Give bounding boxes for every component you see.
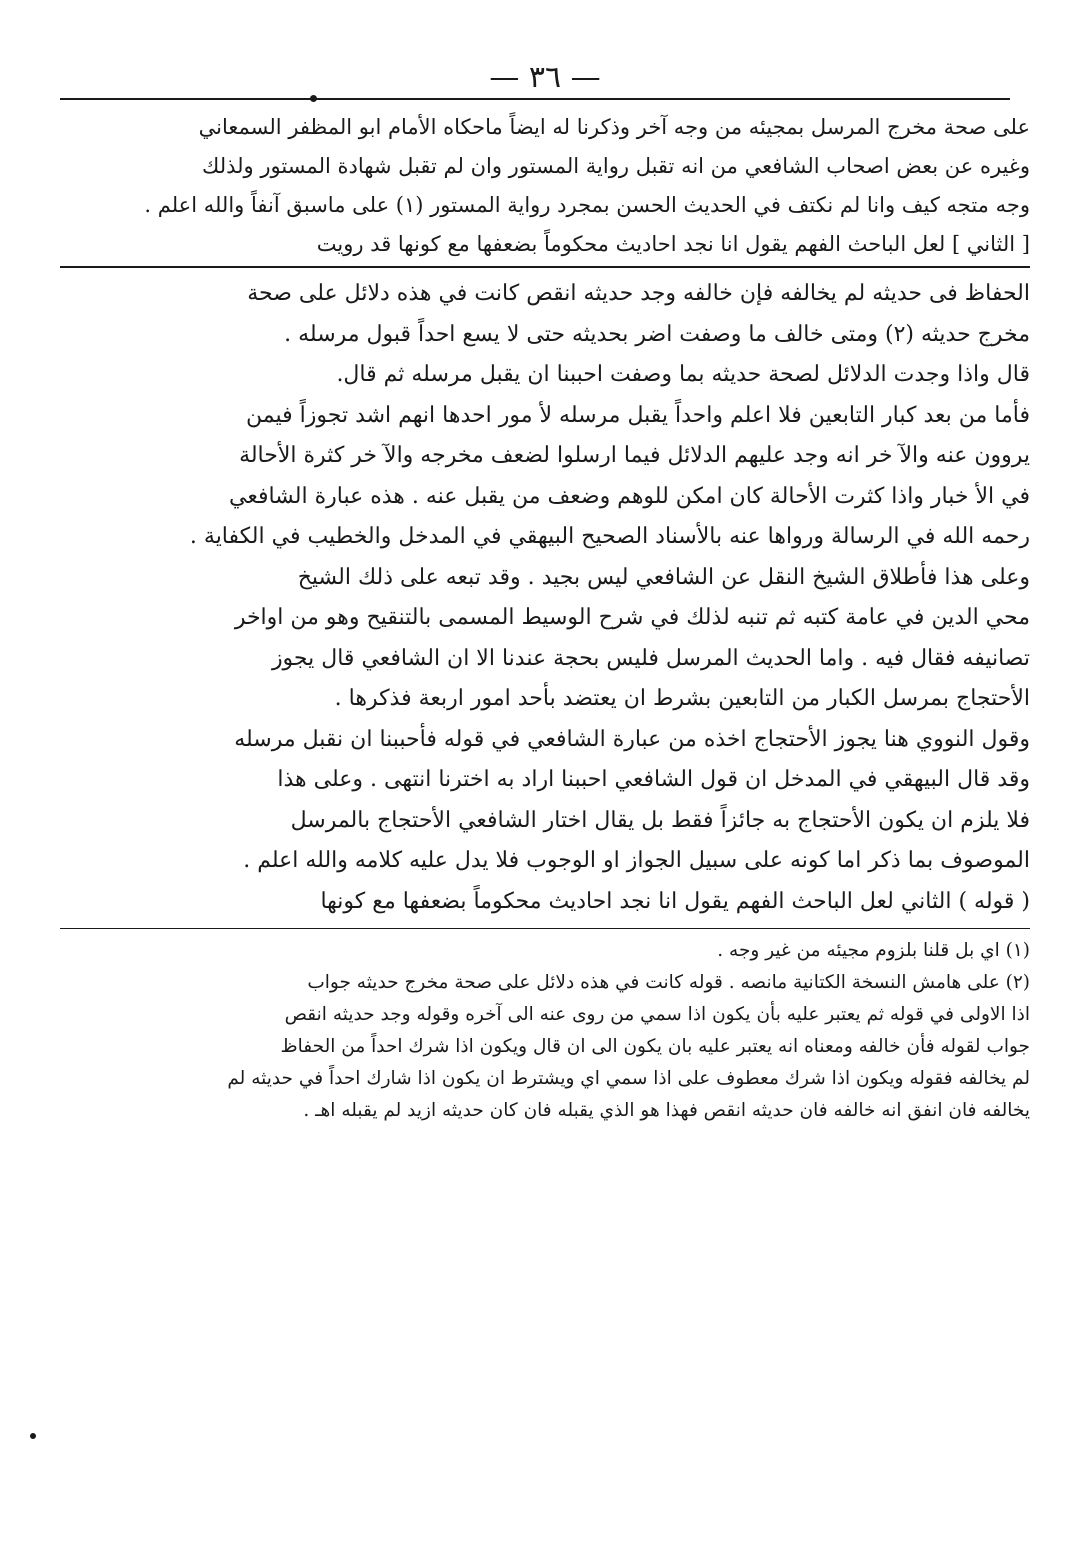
body-line: وقد قال البيهقي في المدخل ان قول الشافعي احببنا اراد به اخترنا انتهى . وعلى هذا <box>277 767 1030 792</box>
margin-dot <box>30 1433 36 1439</box>
footnote-line: (٢) على هامش النسخة الكتانية مانصه . قوله كانت في هذه دلائل على صحة مخرج حديثه جواب <box>307 972 1030 993</box>
body-line: محي الدين في عامة كتبه ثم تنبه لذلك في شرح الوسيط المسمى بالتنقيح وهو من اواخر <box>234 605 1030 630</box>
body-line: الموصوف بما ذكر اما كونه على سبيل الجواز او الوجوب فلا يدل عليه كلامه والله اعلم . <box>243 848 1030 873</box>
body-line: فأما من بعد كبار التابعين فلا اعلم واحداً يقبل مرسله لأ مور احدها انهم اشد تجوزاً فيمن <box>246 402 1030 428</box>
body-line: يروون عنه والآ خر انه وجد عليهم الدلائل فيما ارسلوا لضعف مخرجه والآ خر كثرة الأحالة <box>239 443 1030 468</box>
body-line: رحمه الله في الرسالة ورواها عنه بالأسناد الصحيح البيهقي في المدخل والخطيب في الكفاية . <box>189 524 1030 549</box>
main-text <box>60 274 1030 922</box>
page-number: — ٣٦ — <box>489 60 601 95</box>
body-line: وعلى هذا فأطلاق الشيخ النقل عن الشافعي ليس بجيد . وقد تبعه على ذلك الشيخ <box>297 564 1030 590</box>
body-line: مخرج حديثه (٢) ومتى خالف ما وصفت اضر بحديثه حتى لا يسع احداً قبول مرسله . <box>284 321 1030 347</box>
footnote-line: جواب لقوله فأن خالفه ومعناه انه يعتبر عليه بان يكون الى ان قال ويكون اذا شرك احداً من الحفاظ <box>280 1036 1030 1057</box>
body-line: وقول النووي هنا يجوز الأحتجاج اخذه من عبارة الشافعي في قوله فأحببنا ان نقبل مرسله <box>234 726 1030 752</box>
body-line: في الأ خبار واذا كثرت الأحالة كان امكن للوهم وضعف من يقبل عنه . هذه عبارة الشافعي <box>229 483 1030 509</box>
footnotes <box>60 935 1030 1127</box>
body-line: قال واذا وجدت الدلائل لصحة حديثه بما وصفت احببنا ان يقبل مرسله ثم قال. <box>336 362 1030 387</box>
body-line: الحفاظ فى حديثه لم يخالفه فإن خالفه وجد حديثه انقص كانت في هذه دلائل على صحة <box>247 281 1030 306</box>
book-page <box>60 58 1030 1127</box>
quoted-text-block <box>60 108 1030 264</box>
footnote-line: لم يخالفه فقوله ويكون اذا شرك معطوف على اذا سمي اي ويشترط ان يكون اذا شارك احداً في حديثه لم <box>227 1068 1030 1089</box>
section-rule <box>60 266 1030 268</box>
quote-line: وغيره عن بعض اصحاب الشافعي من انه تقبل رواية المستور وان لم تقبل شهادة المستور ولذلك <box>202 154 1030 178</box>
footnote-line: (١) اي بل قلنا بلزوم مجيئه من غير وجه . <box>717 940 1030 961</box>
body-line: ( قوله ) الثاني لعل الباحث الفهم يقول انا نجد احاديث محكوماً بضعفها مع كونها <box>320 888 1030 914</box>
header-rule <box>60 98 1010 100</box>
header-rule-dot <box>310 95 317 102</box>
body-line: الأحتجاج بمرسل الكبار من التابعين بشرط ان يعتضد بأحد امور اربعة فذكرها . <box>334 686 1030 711</box>
footnote-line: يخالفه فان انفق انه خالفه فان حديثه انقص فهذا هو الذي يقبله فان كان حديثه ازيد لم يقبله اهـ . <box>303 1100 1030 1121</box>
quote-line: على صحة مخرج المرسل بمجيئه من وجه آخر وذكرنا له ايضاً ماحكاه الأمام ابو المظفر السمعاني <box>198 115 1030 139</box>
quote-line: وجه متجه كيف وانا لم نكتف في الحديث الحسن بمجرد رواية المستور (١) على ماسبق آنفاً والله اعلم . <box>144 193 1030 217</box>
body-line: فلا يلزم ان يكون الأحتجاج به جائزاً فقط بل يقال اختار الشافعي الأحتجاج بالمرسل <box>290 807 1030 833</box>
footnote-line: اذا الاولى في قوله ثم يعتبر عليه بأن يكون اذا سمي من روى عنه الى آخره وقوله وجد حديثه انقص <box>284 1004 1030 1025</box>
body-line: تصانيفه فقال فيه . واما الحديث المرسل فليس بحجة عندنا الا ان الشافعي قال يجوز <box>271 645 1030 671</box>
footnote-rule <box>60 928 1030 929</box>
quote-line: [ الثاني ] لعل الباحث الفهم يقول انا نجد احاديث محكوماً بضعفها مع كونها قد رويت <box>316 232 1030 256</box>
